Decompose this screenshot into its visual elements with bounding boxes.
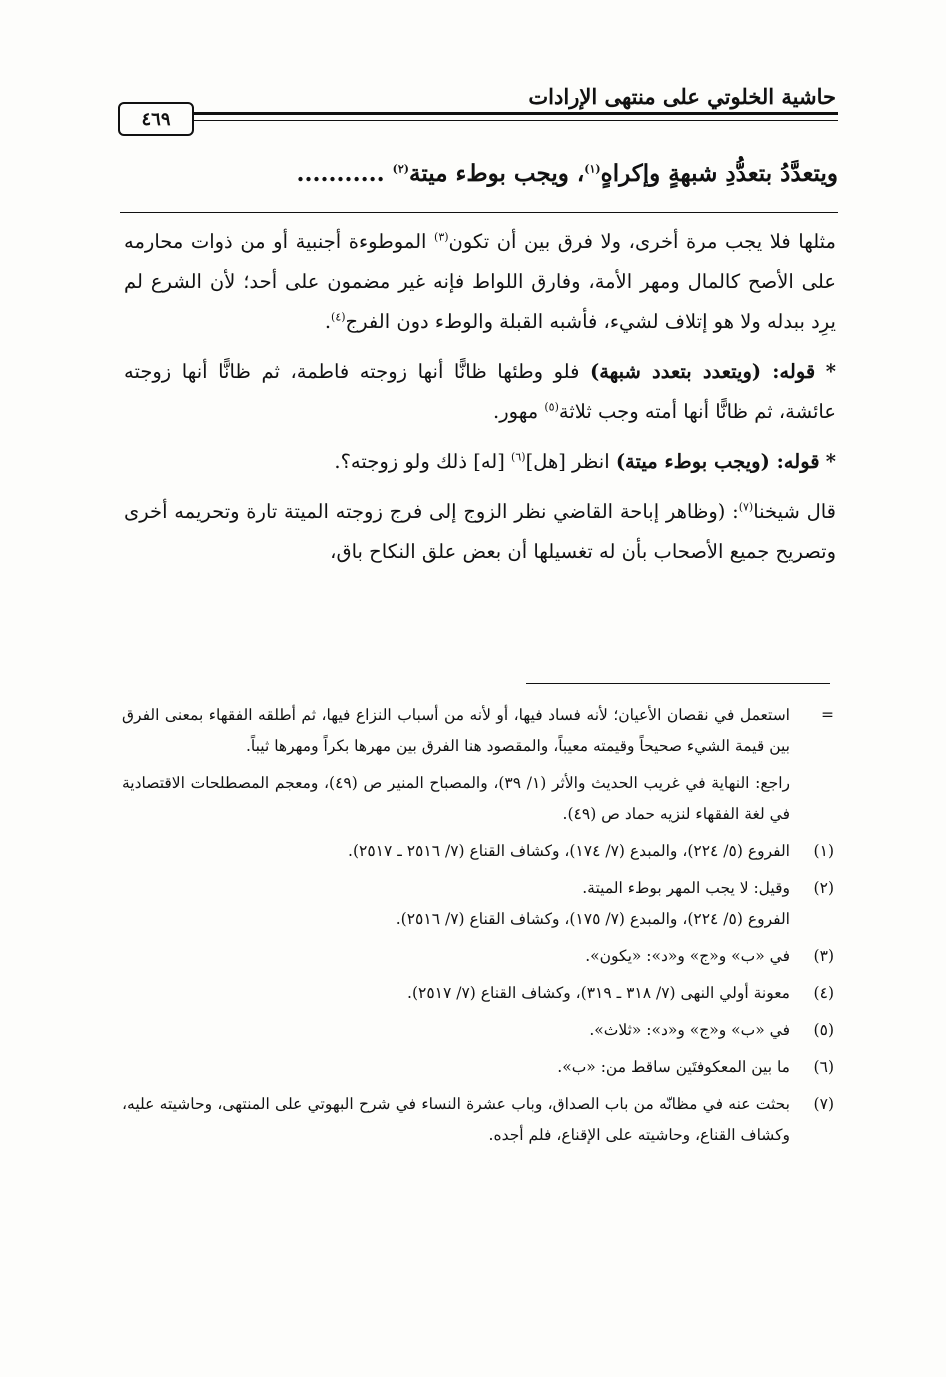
matn-ref-2: (٢) (392, 162, 409, 176)
footnote-mark: (٢) (813, 879, 834, 897)
footnote-text: بحثت عنه في مظانّه من باب الصداق، وباب عشرة النساء في شرح البهوتي على المنتهى، وحاشيته عليه، وكشاف القناع، وحاشيته على الإقناع، فلم أجده. (122, 1095, 790, 1144)
commentary-body (124, 222, 836, 572)
footnotes (122, 700, 834, 1151)
p4-ref-7: (٧) (738, 500, 754, 514)
paragraph-1 (124, 222, 836, 342)
footnote-continuation-2 (122, 768, 834, 830)
matn-text-1: ويتعدَّدُ بتعدُّدِ شبهةٍ وإكراهٍ (600, 160, 838, 187)
footnote-2 (122, 873, 834, 935)
p2-text-a: فلو وطئها ظانًّا أنها زوجته فاطمة، ثم ظانًّا أنها زوجته عائشة، ثم ظانًّا أنها أمته وجب ثلاثة (124, 360, 836, 423)
footnote-rule (526, 683, 830, 684)
footnote-text: معونة أولي النهى (٧/ ٣١٨ ـ ٣١٩)، وكشاف القناع (٧/ ٢٥١٧). (407, 984, 790, 1002)
matn-line (118, 160, 838, 187)
p3-ref-6: (٦) (511, 450, 526, 464)
p2-ref-5: (٥) (544, 400, 559, 414)
p1-end: . (324, 310, 332, 333)
footnote-1 (122, 836, 834, 867)
p2-text-b: مهور. (493, 400, 545, 423)
p3-qawluh: قوله: (ويجب بوطء ميتة) (615, 450, 820, 473)
p4-text-b: : (وظاهر إباحة القاضي نظر الزوج إلى فرج زوجته الميتة تارة وتحريمه أخرى وتصريح جميع الأصحاب بأن له تغسيلها أن بعض علق النكاح باق، (124, 500, 836, 563)
footnote-text: ما بين المعكوفتَين ساقط من: «ب». (557, 1058, 790, 1076)
p1-text-a: مثلها فلا يجب مرة أخرى، ولا فرق بين أن تكون (448, 230, 836, 253)
p2-qawluh: قوله: (ويتعدد بتعدد شبهة) (590, 360, 816, 383)
footnote-continuation-mark: = (821, 706, 834, 724)
matn-ref-1: (١) (584, 162, 601, 176)
header-rule (190, 112, 838, 121)
footnote-text: وقيل: لا يجب المهر بوطء الميتة. (582, 879, 790, 897)
p3-text-a: انظر [هل] (525, 450, 616, 473)
footnote-text: الفروع (٥/ ٢٢٤)، والمبدع (٧/ ١٧٤)، وكشاف القناع (٧/ ٢٥١٦ ـ ٢٥١٧). (348, 842, 790, 860)
footnote-5 (122, 1015, 834, 1046)
footnote-mark: (٧) (813, 1095, 834, 1113)
footnote-4 (122, 978, 834, 1009)
p4-text-a: قال شيخنا (753, 500, 837, 523)
footnote-continuation-text-2: راجع: النهاية في غريب الحديث والأثر (١/ ٣٩)، والمصباح المنير ص (٤٩)، ومعجم المصطلحات الاقتصادية في لغة الفقهاء لنزيه حماد ص (٤٩). (122, 774, 790, 823)
paragraph-2 (124, 352, 836, 432)
footnote-mark: (٦) (813, 1058, 834, 1076)
p1-ref-4: (٤) (331, 310, 346, 324)
matn-dots: ........... (296, 160, 385, 187)
footnote-mark: (٤) (813, 984, 834, 1002)
p2-bullet: * (825, 360, 836, 383)
footnote-mark: (٥) (813, 1021, 834, 1039)
footnote-6 (122, 1052, 834, 1083)
matn-rule (120, 212, 838, 213)
p1-ref-3: (٣) (434, 230, 449, 244)
footnote-text: في «ب» و«ج» و«د»: «ثلاث». (589, 1021, 790, 1039)
p1-text-b: الموطوءة أجنبية أو من ذوات محارمه على الأصح كالمال ومهر الأمة، وفارق اللواط فإنه غير مضمون على أحد؛ لأن الشرع لم يرِد ببدله ولا هو إتلاف لشيء، فأشبه القبلة والوطء دون الفرج (124, 230, 836, 333)
footnote-7 (122, 1089, 834, 1151)
footnote-text-2: الفروع (٥/ ٢٢٤)، والمبدع (٧/ ١٧٥)، وكشاف القناع (٧/ ٢٥١٦). (395, 910, 790, 928)
footnote-3 (122, 941, 834, 972)
paragraph-4 (124, 492, 836, 572)
paragraph-3 (124, 442, 836, 482)
p3-text-b: [له] ذلك ولو زوجته؟. (334, 450, 512, 473)
running-title: حاشية الخلوتي على منتهى الإرادات (528, 84, 836, 109)
footnote-text: في «ب» و«ج» و«د»: «يكون». (585, 947, 790, 965)
footnote-continuation (122, 700, 834, 762)
footnote-mark: (٣) (813, 947, 834, 965)
footnote-continuation-text: استعمل في نقصان الأعيان؛ لأنه فساد فيها، أو لأنه من أسباب النزاع فيها، ثم أطلقه الفقهاء بمعنى الفرق بين قيمة الشيء صحيحاً وقيمته معيباً، والمقصود هنا الفرق بين مهرها بكراً ومهرها ثيباً. (122, 706, 790, 755)
matn-text-2: ، ويجب بوطء ميتة (408, 160, 585, 187)
footnote-mark: (١) (813, 842, 834, 860)
p3-bullet: * (825, 450, 836, 473)
page-number-box: ٤٦٩ (118, 102, 194, 136)
